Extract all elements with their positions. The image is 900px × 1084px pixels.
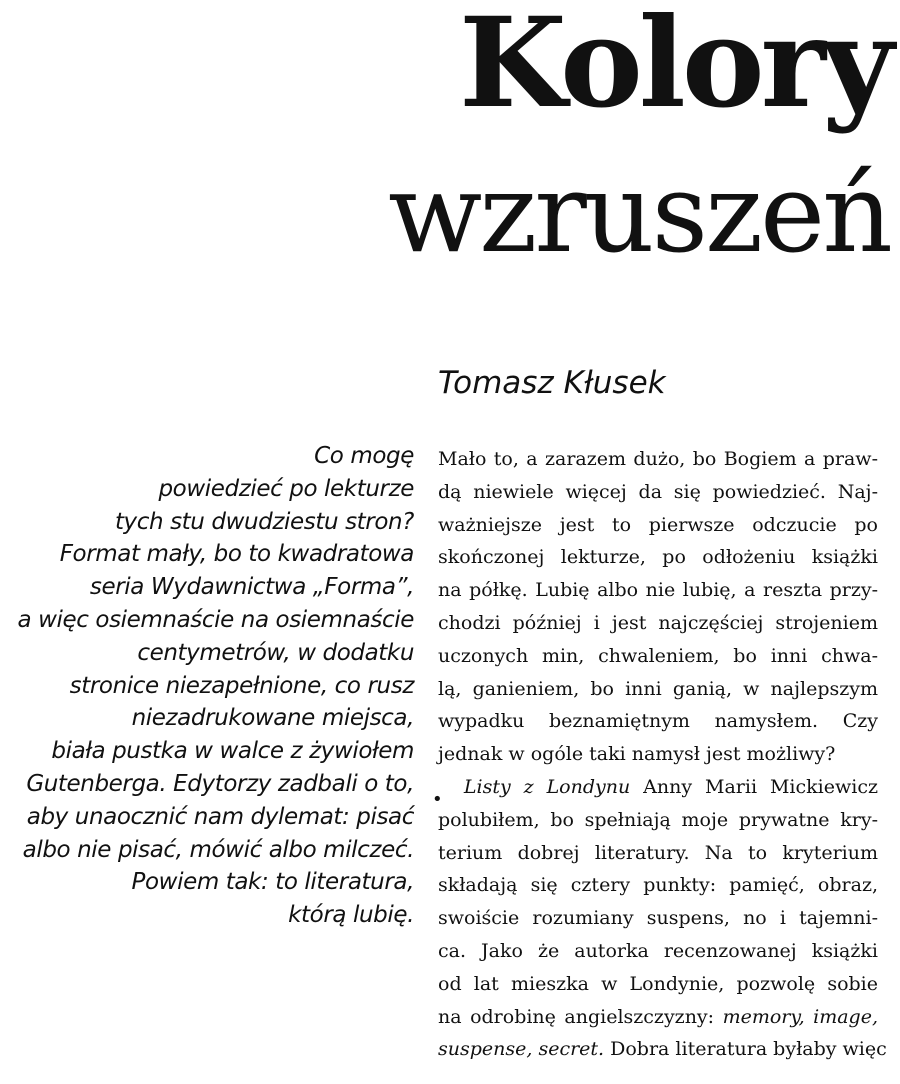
body-line: chodzi później i jest najczęściej strojeniem <box>438 611 878 634</box>
body-line: ważniejsze jest to pierwsze odczucie po <box>438 513 878 536</box>
english-terms: suspense, secret. <box>438 1038 605 1061</box>
body-line: składają się cztery punkty: pamięć, obraz, <box>438 874 878 897</box>
body-line-text: Anny Marii Mickiewicz <box>630 775 878 798</box>
paragraph-bullet: • <box>432 789 443 810</box>
english-terms: memory, image, <box>722 1005 878 1028</box>
body-line: od lat mieszka w Londynie, pozwolę sobie <box>438 972 878 995</box>
lead-line: seria Wydawnictwa „Forma”, <box>89 574 414 601</box>
body-line: wypadku beznamiętnym namysłem. Czy <box>438 710 878 733</box>
article-title: Kolory <box>459 0 890 136</box>
body-line: jednak w ogóle taki namysł jest możliwy? <box>438 743 836 766</box>
body-line: dą niewiele więcej da się powiedzieć. Naj- <box>438 480 878 503</box>
author-name: Tomasz Kłusek <box>438 365 666 401</box>
body-line: Mało to, a zarazem dużo, bo Bogiem a praw- <box>438 448 878 470</box>
body-line <box>438 1033 887 1066</box>
body-line-text: na odrobinę angielszczyzny: <box>438 1005 723 1028</box>
lead-line: albo nie pisać, mówić albo milczeć. <box>22 836 414 863</box>
body-column <box>438 443 887 1066</box>
lead-line: stronice niezapełnione, co rusz <box>69 672 414 699</box>
body-line: uczonych min, chwaleniem, bo inni chwa- <box>438 644 878 667</box>
body-line-text: Dobra literatura byłaby więc <box>604 1038 887 1061</box>
lead-line: Powiem tak: to literatura, <box>131 869 414 896</box>
body-line: na półkę. Lubię albo nie lubię, a reszta przy- <box>438 579 878 602</box>
lead-paragraph <box>0 440 414 932</box>
article-subtitle: wzruszeń <box>388 149 890 277</box>
body-line: skończonej lekturze, po odłożeniu książki <box>438 546 878 569</box>
body-line <box>438 771 878 804</box>
lead-line: Gutenberga. Edytorzy zadbali o to, <box>26 770 414 797</box>
lead-line: biała pustka w walce z żywiołem <box>51 738 414 765</box>
body-line <box>438 1001 878 1034</box>
lead-line: a więc osiemnaście na osiemnaście <box>17 606 414 633</box>
lead-line: aby unaocznić nam dylemat: pisać <box>26 803 414 830</box>
lead-line: niezadrukowane miejsca, <box>131 705 414 732</box>
lead-line: którą lubię. <box>288 902 414 929</box>
body-line: terium dobrej literatury. Na to kryterium <box>438 841 878 864</box>
lead-line: powiedzieć po lekturze <box>158 475 414 502</box>
lead-line: Format mały, bo to kwadratowa <box>59 541 414 568</box>
lead-line: tych stu dwudziestu stron? <box>114 508 414 535</box>
body-line: lą, ganieniem, bo inni ganią, w najlepszym <box>438 677 878 700</box>
lead-line: centymetrów, w dodatku <box>137 639 414 666</box>
lead-line: Co mogę <box>314 443 414 469</box>
book-title: Listy z Londynu <box>463 775 631 798</box>
body-line: swoiście rozumiany suspens, no i tajemni- <box>438 907 878 930</box>
body-line: ca. Jako że autorka recenzowanej książki <box>438 939 878 962</box>
body-line: polubiłem, bo spełniają moje prywatne kry- <box>438 808 878 831</box>
